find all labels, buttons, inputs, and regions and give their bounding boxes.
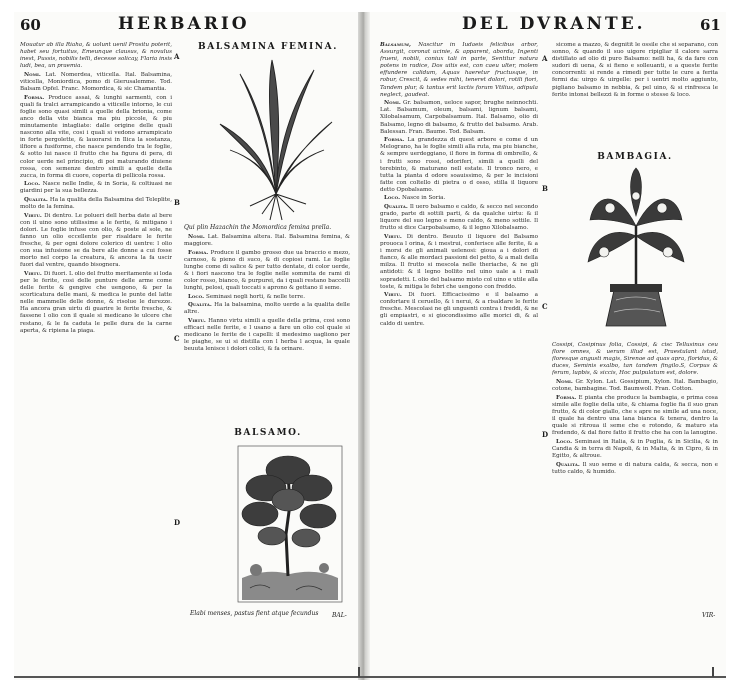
text-paragraph: Nomi. Gr. Xylon. Lat. Gossipium, Xylon. Ital. Bambagio, cotone, bambagine. Tod. Baumwoll. Fran. Cotton. xyxy=(552,378,718,393)
paragraph-label: Forma. xyxy=(188,249,211,256)
balsamina-woodcut xyxy=(210,54,342,224)
text-paragraph: Virtu. Di dentro. Le polueri dell herba date al bere con il uino sono utilissime a le ferite, & mitigano i dolori. Le foglie infuse con olio, & poste al sole, ne fanno un olio eccellente per risaldare le ferite fresche, & per ogni dolore colerico di uentre: l olio con sua infusione se da bere alle donne a cui fosse morto nel corpo la creatura, & ancora la fa uscir fuori dal ventre, quando bisognera. xyxy=(20,212,172,269)
text-paragraph: Virtu. Di fuori. Efficacissimo e il balsamo a confortare il ceruello, & i nerui, & a risaldare le ferite fresche. Mescolasi ne gli unguenti contra i freddi, & ne gli empiastri, e si giocondissimo alle morici di, & al caldo di uentre. xyxy=(380,292,538,327)
text-paragraph: Forma. Produce assai, & lunghi sarmenti, con i quali fa tralci arrampicando a viticelle intorno, le cui foglie sono quasi simili a quelle della brionia, come anco della vite bianca ma piu piccole, & piu minutamente intagliate: dalle origine delle quali nascono alla vite, cosi i quali si vedono arrampicato in forte pergolette, & lauorarsi in Ilica la sostanza, ilfiore a fusiforme, che nasce pendendo tra le foglie, & sotto lui nasce il frutto che ha figura di pera, di color uerde nel principio, di poi maturando diuiene rossa, con semenze dentro simili a quelle della zucca, in forma di cuore, coperta di pellicola rossa. xyxy=(20,94,172,179)
text-paragraph: sicome a mazzo, & degnitit le ossile che si separano, con sonno, & quando il suo uigore ripigliar il calore sarra distillato ad olio di puro Balsamo: nelli ha, & da fare con sudori di uena, & si fieno e solleuanti, e a queste ferite concorrenti: si rende a rimedi per tutte le cure a ferita fermi da: uirgo & uirgelle: per i uentri molto aggiunto, pigliano balsamo in nebbia, & pel uino, & si rinfresca le ferite intonsi bellezzi & in forme o stesse & loco. xyxy=(552,42,718,98)
text-paragraph: Nomi. Lat. Nomerdea, viticella. Ital. Balsamina, viticella, Moniordica, pomo di Gierusalemme. Tod. Balsam Opfel. Franc. Momordica, & sic Chamantia. xyxy=(20,71,172,93)
text-paragraph: Loco. Seminasi negli horti, & nelle terre. xyxy=(188,293,306,300)
balsamo-woodcut xyxy=(236,444,344,604)
paragraph-label: Virtu. xyxy=(384,292,409,299)
bambagia-description xyxy=(552,342,718,624)
section-letter: A xyxy=(542,54,548,63)
section-letter: B xyxy=(174,198,180,207)
balsamo-text-column xyxy=(380,42,538,622)
book-spread xyxy=(14,12,726,680)
bottom-rule xyxy=(14,676,726,678)
paragraph-label: Nomi. xyxy=(556,378,576,385)
paragraph-label: Forma. xyxy=(24,94,49,101)
book-gutter xyxy=(358,12,370,680)
paragraph-label: Virtu. xyxy=(24,270,44,277)
text-paragraph: Qualita. Il suo seme e di natura calda, & secca, non e tutto caldo, & humido. xyxy=(552,461,718,475)
paragraph-label: Loco. xyxy=(556,438,575,445)
paragraph-label: Forma. xyxy=(556,394,579,401)
text-paragraph: Virtu. Di fuori. L olio del frutto meritamente si loda per le ferite, cosi delle punture delle arme come delle ferite & gengive che uengono, & per la scorticatura delle mani, & medica le punte del latte nelle mammelle delle donne, & risolue le durezze. Ha ancora gran uirtu di guarire le ferite fresche, & fassene l olio con il quale si medicano le ulcere che restano, & le fa caduta le pelle dura de la carne aperta, & ripiena la piaga. xyxy=(20,270,172,334)
paragraph-label: Nomi. xyxy=(24,71,46,78)
text-paragraph: Mouatur ab illa Riaha, & uolunt uenil Prositu poterit, habet seu fortuitus, Emeunque clausus, & novulus inest, Pussis, nobilis telli, decesse solicay, Flaria insis ludi, bea, un praemia. xyxy=(20,42,172,70)
paragraph-label: Virtu. xyxy=(188,318,209,325)
paragraph-label: Qualita. xyxy=(24,196,50,203)
section-letter: C xyxy=(542,302,548,311)
plant-title: BALSAMO. xyxy=(234,428,302,438)
continued-text xyxy=(552,42,718,130)
section-letter: B xyxy=(542,184,548,193)
section-letter: D xyxy=(542,430,549,439)
text-paragraph: Virtu. Hanno virtu simili a quelle della prima, cosi sono efficaci nelle ferite, e l usano a fare un olio col quale si medicano le ferite de i capelli: il medesimo uagliono per le piaghe, se ui si distilla con l herba l acqua, la quale beuuta lenisce i dolori colici, & fa orinare. xyxy=(184,318,350,353)
paragraph-label: Qualita. xyxy=(384,204,410,211)
woodcut-caption: Qui plin Hazachin the Momordica femina prella. xyxy=(184,224,332,231)
paragraph-label: Nomi. xyxy=(384,100,404,107)
paragraph-label: Loco. xyxy=(384,195,402,202)
paragraph-label: Virtu. xyxy=(384,233,407,240)
right-page xyxy=(374,12,726,672)
paragraph-label: Nomi. xyxy=(188,234,208,240)
text-paragraph: Balsamum, Nascitur in Iudaeis felicibus arbor, Assurgit, coronat ucinie, & apparent, aborda, Ingenti frueni, nobili, coniux tali in parte, Sentitur natura potens in radice, Dos uitis est, con caeu ulter, molem effundere calidum, Aquas haeretur fructusque, in robur, Crescit, & sedes mihi, teneret dolori, rotili fiori, Tandem plur, & tantus erit lactis forum Vtilius, adipula neglect, gaudeat. xyxy=(380,42,538,98)
left-text-column xyxy=(20,42,172,624)
paragraph-label: Loco. xyxy=(24,181,43,188)
text-paragraph: Qualita. Ha la balsamina, molto uerde a la qualita delle altre. xyxy=(184,302,350,316)
catchword: VIR- xyxy=(702,612,716,619)
text-paragraph: Nomi. Gr. balsamon, ueloce sapor, brughe neinnochti. Lat. Balsamum, oleum, balsami, lignum balsami, Xilobalsamum, Carpobalsamum. Ital. Balsamo, olio di Balsamo, legno di balsamo, & frutto del balsamo. Arab. Balessan. Fran. Baume. Tod. Balsam. xyxy=(380,100,538,135)
left-page xyxy=(14,12,354,672)
text-paragraph: Loco. Nasce in Soria. xyxy=(384,195,446,202)
bambagia-woodcut xyxy=(576,166,696,334)
text-paragraph: Virtu. Di dentro. Beuuto il liquore del Balsamo prouoca l orina, & i mestrui, conferisce alle ferite, & a i morsi de gli animali uelenosi: gioua a i dolori di fianco, & alle mordaci passioni del petto, & a mali della milza. Il frutto si mescola nelle theriache, & ne gli antidoti: & il legno bollito nel uino uale a i mali sopradetti. L olio del balsamo misto col uino e utile alla toste, & mitiga le febri che uengono con freddo. xyxy=(380,233,538,290)
running-head: DEL DVRANTE. xyxy=(462,14,646,34)
text-paragraph: Qualita. Ha la qualita della Balsamina del Teleplite, molto de la femina. xyxy=(20,196,172,211)
text-paragraph: Loco. Seminasi in Italia, & in Puglia, & in Sicilia, & in Candia & in terra di Napoli, & in Malta, & in Cipro, & in Egitto, & altroue. xyxy=(552,438,718,459)
paragraph-label: Loco. xyxy=(188,293,206,300)
gutter-mark xyxy=(358,667,360,677)
paragraph-label: Virtu. xyxy=(24,212,45,219)
section-letter: A xyxy=(174,52,180,61)
paragraph-label: Balsamum, xyxy=(380,42,419,48)
balsamina-description xyxy=(184,234,350,422)
woodcut-caption: Elabi menses, pastus fient atque fecundus xyxy=(190,610,319,617)
text-paragraph: Forma. La grandezza di quest arbore e come d un Melograno, ha le foglie simili alla ruta, ma piu bianche, & sempre uerdeggiano, il fiore in forma di ombrello, & i frutti sono rossi, odoriferi, simili a quelli del terebinto, & maturano nell estate. Il tronco nero, e tutta la pianta d odore soauissimo, & per le incisioni fatte con coltello di pietra o d osso, stilla il liquore detto Opobalsamo. xyxy=(380,137,538,193)
catchword: BAL- xyxy=(332,612,347,619)
plant-title: BALSAMINA FEMINA. xyxy=(198,42,338,52)
page-number: 61 xyxy=(700,16,721,34)
text-paragraph: Forma. E pianta che produce la bambagia, e prima cosa simile alle foglie della uite, & chiama foglie fia il suo gran frutto, & di color giallo, che s apre ne simile ad una noce, il quale ha dentro una lana bianca & tenera, dentro la quale si ritroua il seme che e rotondo, & maturo sta fredendo, & dal fiore fatto il frutto che ha con la lanugine. xyxy=(552,394,718,437)
section-letter: C xyxy=(174,334,180,343)
paragraph-label: Qualita. xyxy=(188,302,215,309)
text-paragraph: Cossipi, Cosipinus folia, Cossipi, & cisc Tellusinus ceu flore omnes, & uerum illud est, Praestulant istud, floresque angusti magis, Sirenae ad quas apra, floridus, & duces, Seminis exalbo, tan tandem fingilo.S, Corpus & ferum, lupbis, & siccis, Hoc pulpulatum est, dolore. xyxy=(552,342,718,377)
page-number: 60 xyxy=(20,16,41,34)
text-paragraph: Qualita. Il uero balsamo e caldo, & secco nel secondo grado, parte di sottili parti, & da qualche uirtu: & il liquore del suo legno e meno caldo, & meno sottile. Il frutto si dice Carpobalsamo, & il legno Xilobalsamo. xyxy=(380,204,538,232)
paragraph-label: Qualita. xyxy=(556,461,583,468)
text-paragraph: Loco. Nasce nelle Indie, & in Soria, & coltiuasi ne giardini per la sua bellezza. xyxy=(20,181,172,195)
plant-title: BAMBAGIA. xyxy=(597,152,673,162)
running-head: HERBARIO xyxy=(118,14,250,34)
text-paragraph: Forma. Produce il gambo grosso due ua braccio e mezo, carnoso, & pieno di suco, & di copiosi rami. Le foglie lunghe come di salice & per tutto dentate, di color uerde, & i fiori nascono tra le foglie nelle sommita de rami di color rosso, bianco, & purpurei, da i quali restano baccelli lunghi, pelosi, quali toccati s aprono & gettano il seme. xyxy=(184,249,350,292)
text-paragraph: Nomi. Lat. Balsamina altera. Ital. Balsamina femina, & maggiore. xyxy=(184,234,350,248)
paragraph-label: Forma. xyxy=(384,137,408,144)
section-letter: D xyxy=(174,518,181,527)
